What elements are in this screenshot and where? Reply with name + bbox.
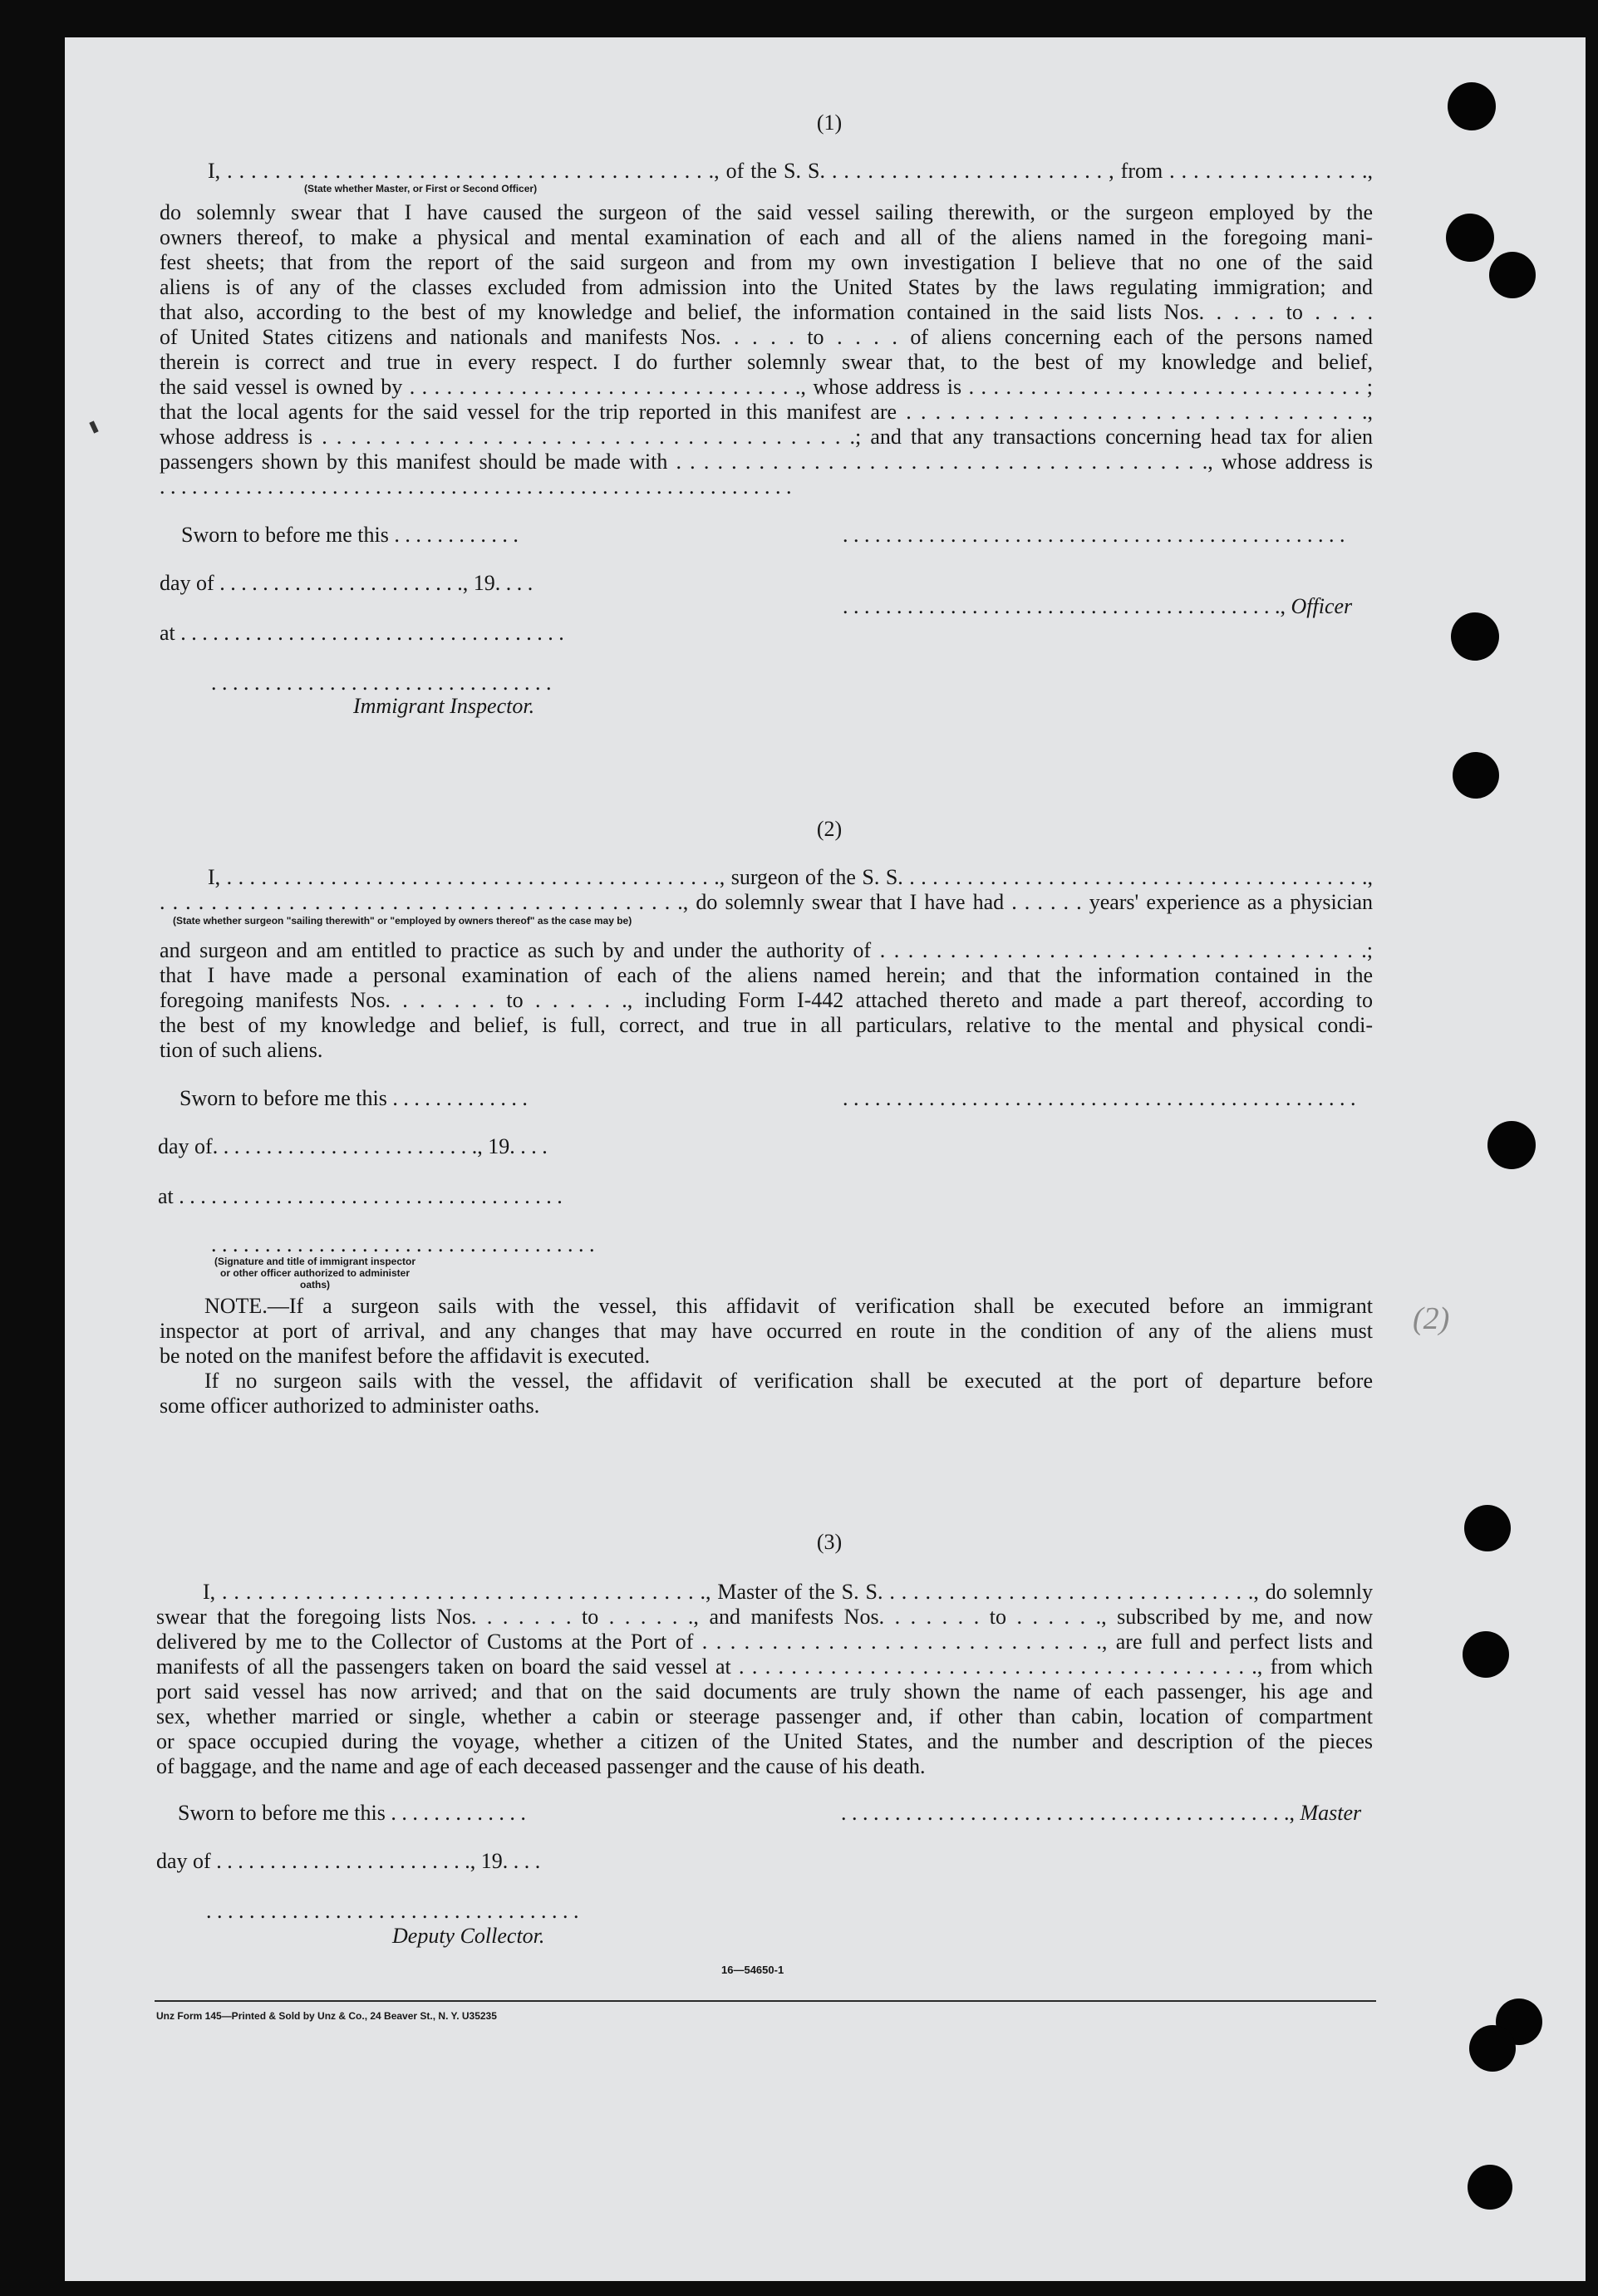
section-2-at: at . . . . . . . . . . . . . . . . . . . . . . . . . . . . . . . . . . . . [158, 1184, 563, 1208]
section-3-collector-dots: . . . . . . . . . . . . . . . . . . . . . . . . . . . . . . . . . . . [206, 1899, 579, 1923]
punch-hole-4 [1451, 612, 1499, 661]
section-1-line-10: that the local agents for the said vessel for the trip reported in this manifest are . . . . . . . . . . . . . . . . . . . . . . . . . . . . . . . ., [160, 400, 1373, 424]
section-3-line-2: swear that the foregoing lists Nos. . . . . . . to . . . . . ., and manifests Nos. . . . . . . to . . . . . ., subscribed by me, and now [156, 1605, 1373, 1629]
note-line-3: be noted on the manifest before the affidavit is executed. [160, 1344, 651, 1368]
officer-note: (State whether Master, or First or Second Officer) [304, 183, 538, 194]
section-1-line-9: the said vessel is owned by . . . . . . . . . . . . . . . . . . . . . . . . . . . . . . . ., whose address is . . . . . . . . . . . . . . . . . . . . . . . . . . . . . . . . ; [160, 375, 1373, 399]
section-3-line-4: manifests of all the passengers taken on board the said vessel at . . . . . . . . . . . . . . . . . . . . . . . . . . . . . . . . . . . . . . . ., from which [156, 1654, 1373, 1679]
section-1-number: (1) [816, 111, 843, 135]
master-label: Master [1300, 1801, 1362, 1825]
section-2-line-3: and surgeon and am entitled to practice as such by and under the authority of . . . . . . . . . . . . . . . . . . . . . . . . . . . . . . . . . . .; [160, 938, 1373, 962]
punch-hole-3 [1489, 252, 1536, 298]
master-dots: . . . . . . . . . . . . . . . . . . . . . . . . . . . . . . . . . . . . . . . . . ., [841, 1801, 1295, 1825]
footer-rule [155, 2000, 1376, 2002]
punch-hole-7 [1464, 1505, 1511, 1551]
section-3-line-7: or space occupied during the voyage, whether a citizen of the United States, and the number and description of the pieces [156, 1729, 1373, 1753]
punch-hole-2 [1446, 214, 1494, 262]
section-3-line-6: sex, whether married or single, whether a cabin or steerage passenger and, if other than cabin, location of compartment [156, 1704, 1373, 1728]
punch-hole-6 [1487, 1121, 1536, 1169]
section-1-line-7: of United States citizens and nationals and manifests Nos. . . . . to . . . . of aliens concerning each of the persons named [160, 325, 1373, 349]
manifest-verification-form [65, 37, 1586, 2281]
section-2-day-of: day of. . . . . . . . . . . . . . . . . . . . . . . . ., 19. . . . [158, 1134, 548, 1158]
section-1-officer-line [843, 594, 1352, 619]
note-line-1: NOTE.—If a surgeon sails with the vessel, this affidavit of verification shall be executed before an immigrant [204, 1294, 1373, 1318]
officer-label: Officer [1291, 594, 1353, 618]
section-2-line-7: tion of such aliens. [160, 1038, 323, 1062]
section-2-line-2: . . . . . . . . . . . . . . . . . . . . . . . . . . . . . . . . . . . . . . . . ., do solemnly swear that I have had . . . . . . years' experience as a physician [160, 890, 1373, 914]
note-line-5: some officer authorized to administer oaths. [160, 1394, 540, 1418]
punch-hole-5 [1453, 752, 1499, 799]
section-1-line-12: passengers shown by this manifest should be made with . . . . . . . . . . . . . . . . . . . . . . . . . . . . . . . . . . . . . . ., whose address is [160, 450, 1373, 474]
printer-footer: Unz Form 145—Printed & Sold by Unz & Co., 24 Beaver St., N. Y. U35235 [156, 2010, 497, 2022]
note-line-2: inspector at port of arrival, and any changes that may have occurred en route in the condition of any of the aliens must [160, 1319, 1373, 1343]
deputy-collector-label: Deputy Collector. [392, 1924, 545, 1948]
section-3-line-8: of baggage, and the name and age of each deceased passenger and the cause of his death. [156, 1754, 926, 1778]
section-1-signature-dots: . . . . . . . . . . . . . . . . . . . . . . . . . . . . . . . . . . . . . . . . . . . . . . . [843, 523, 1345, 547]
section-1-inspector-dots: . . . . . . . . . . . . . . . . . . . . . . . . . . . . . . . . [211, 671, 552, 695]
signature-title-note: (Signature and title of immigrant inspector or other officer authorized to administer oaths) [214, 1256, 416, 1291]
section-1-line-4: fest sheets; that from the report of the said surgeon and from my own investigation I believe that no one of the said [160, 250, 1373, 274]
section-2-inspector-dots: . . . . . . . . . . . . . . . . . . . . . . . . . . . . . . . . . . . . [211, 1232, 595, 1256]
section-1-day-of: day of . . . . . . . . . . . . . . . . . . . . . . ., 19. . . . [160, 571, 533, 595]
section-2-number: (2) [816, 817, 843, 841]
note-line-4: If no surgeon sails with the vessel, the affidavit of verification shall be executed at the port of departure before [204, 1369, 1373, 1393]
section-1-sworn: Sworn to before me this . . . . . . . . . . . . [181, 523, 519, 547]
section-3-number: (3) [816, 1530, 843, 1554]
section-1-line-6: that also, according to the best of my knowledge and belief, the information contained in the said lists Nos. . . . . to . . . . [160, 300, 1373, 324]
section-1-at: at . . . . . . . . . . . . . . . . . . . . . . . . . . . . . . . . . . . . [160, 621, 564, 645]
section-2-sworn: Sworn to before me this . . . . . . . . . . . . . [179, 1086, 528, 1110]
section-3-master-line [841, 1801, 1361, 1826]
section-3-line-1: I, . . . . . . . . . . . . . . . . . . . . . . . . . . . . . . . . . . . . . . . . ., Master of the S. S. . . . . . . . . . . . . . . . . . . . . . . . . . . . . . . ., do solemnly [203, 1580, 1373, 1604]
punch-hole-1 [1448, 82, 1496, 130]
section-1-line-5: aliens is of any of the classes excluded from admission into the United States by the laws regulating immigration; and [160, 275, 1373, 299]
officer-dots: . . . . . . . . . . . . . . . . . . . . . . . . . . . . . . . . . . . . . . . . ., [843, 594, 1286, 618]
form-code: 16—54650-1 [721, 1964, 784, 1976]
section-3-day-of: day of . . . . . . . . . . . . . . . . . . . . . . . ., 19. . . . [156, 1849, 541, 1873]
punch-hole-8 [1463, 1631, 1509, 1678]
section-2-line-6: the best of my knowledge and belief, is full, correct, and true in all particulars, relative to the mental and physical condi- [160, 1013, 1373, 1037]
punch-hole-10 [1469, 2025, 1516, 2072]
document-page [65, 37, 1586, 2281]
section-1-line-11: whose address is . . . . . . . . . . . . . . . . . . . . . . . . . . . . . . . . . . . . .; and that any transactions concerning head tax for alien [160, 425, 1373, 449]
section-2-line-4: that I have made a personal examination of each of the aliens named herein; and that the information contained in the [160, 963, 1373, 987]
section-1-line-2: do solemnly swear that I have caused the surgeon of the said vessel sailing therewith, or the surgeon employed by the [160, 200, 1373, 224]
section-1-line-1: I, . . . . . . . . . . . . . . . . . . . . . . . . . . . . . . . . . . . . . . . . ., of the S. S. . . . . . . . . . . . . . . . . . . . . . . . , from . . . . . . . . . . . . . . . . ., [208, 159, 1373, 183]
section-3-sworn: Sworn to before me this . . . . . . . . . . . . . [178, 1801, 526, 1825]
page-number-stamp: (2) [1413, 1301, 1450, 1336]
surgeon-note: (State whether surgeon "sailing therewith" or "employed by owners thereof" as the case may be) [173, 915, 632, 927]
section-2-signature-dots: . . . . . . . . . . . . . . . . . . . . . . . . . . . . . . . . . . . . . . . . . . . . . . . . [843, 1086, 1356, 1110]
section-1-line-13: . . . . . . . . . . . . . . . . . . . . . . . . . . . . . . . . . . . . . . . . . . . . . . . . . . . . . . . . . . . [160, 474, 792, 499]
section-1-line-3: owners thereof, to make a physical and mental examination of each and all of the aliens named in the foregoing mani- [160, 225, 1373, 249]
section-1-line-8: therein is correct and true in every respect. I do further solemnly swear that, to the best of my knowledge and belief, [160, 350, 1373, 374]
section-3-line-3: delivered by me to the Collector of Customs at the Port of . . . . . . . . . . . . . . . . . . . . . . . . . . . . ., are full and perfect lists and [156, 1630, 1373, 1654]
section-2-line-1: I, . . . . . . . . . . . . . . . . . . . . . . . . . . . . . . . . . . . . . . . . . . ., surgeon of the S. S. . . . . . . . . . . . . . . . . . . . . . . . . . . . . . . . . . . . . . . . ., [208, 865, 1373, 889]
section-3-line-5: port said vessel has now arrived; and that on the said documents are truly shown the name of each passenger, his age and [156, 1679, 1373, 1704]
section-2-line-5: foregoing manifests Nos. . . . . . . to . . . . . ., including Form I-442 attached thereto and made a part thereof, according to [160, 988, 1373, 1012]
punch-hole-11 [1468, 2165, 1512, 2210]
immigrant-inspector-label: Immigrant Inspector. [353, 694, 535, 718]
